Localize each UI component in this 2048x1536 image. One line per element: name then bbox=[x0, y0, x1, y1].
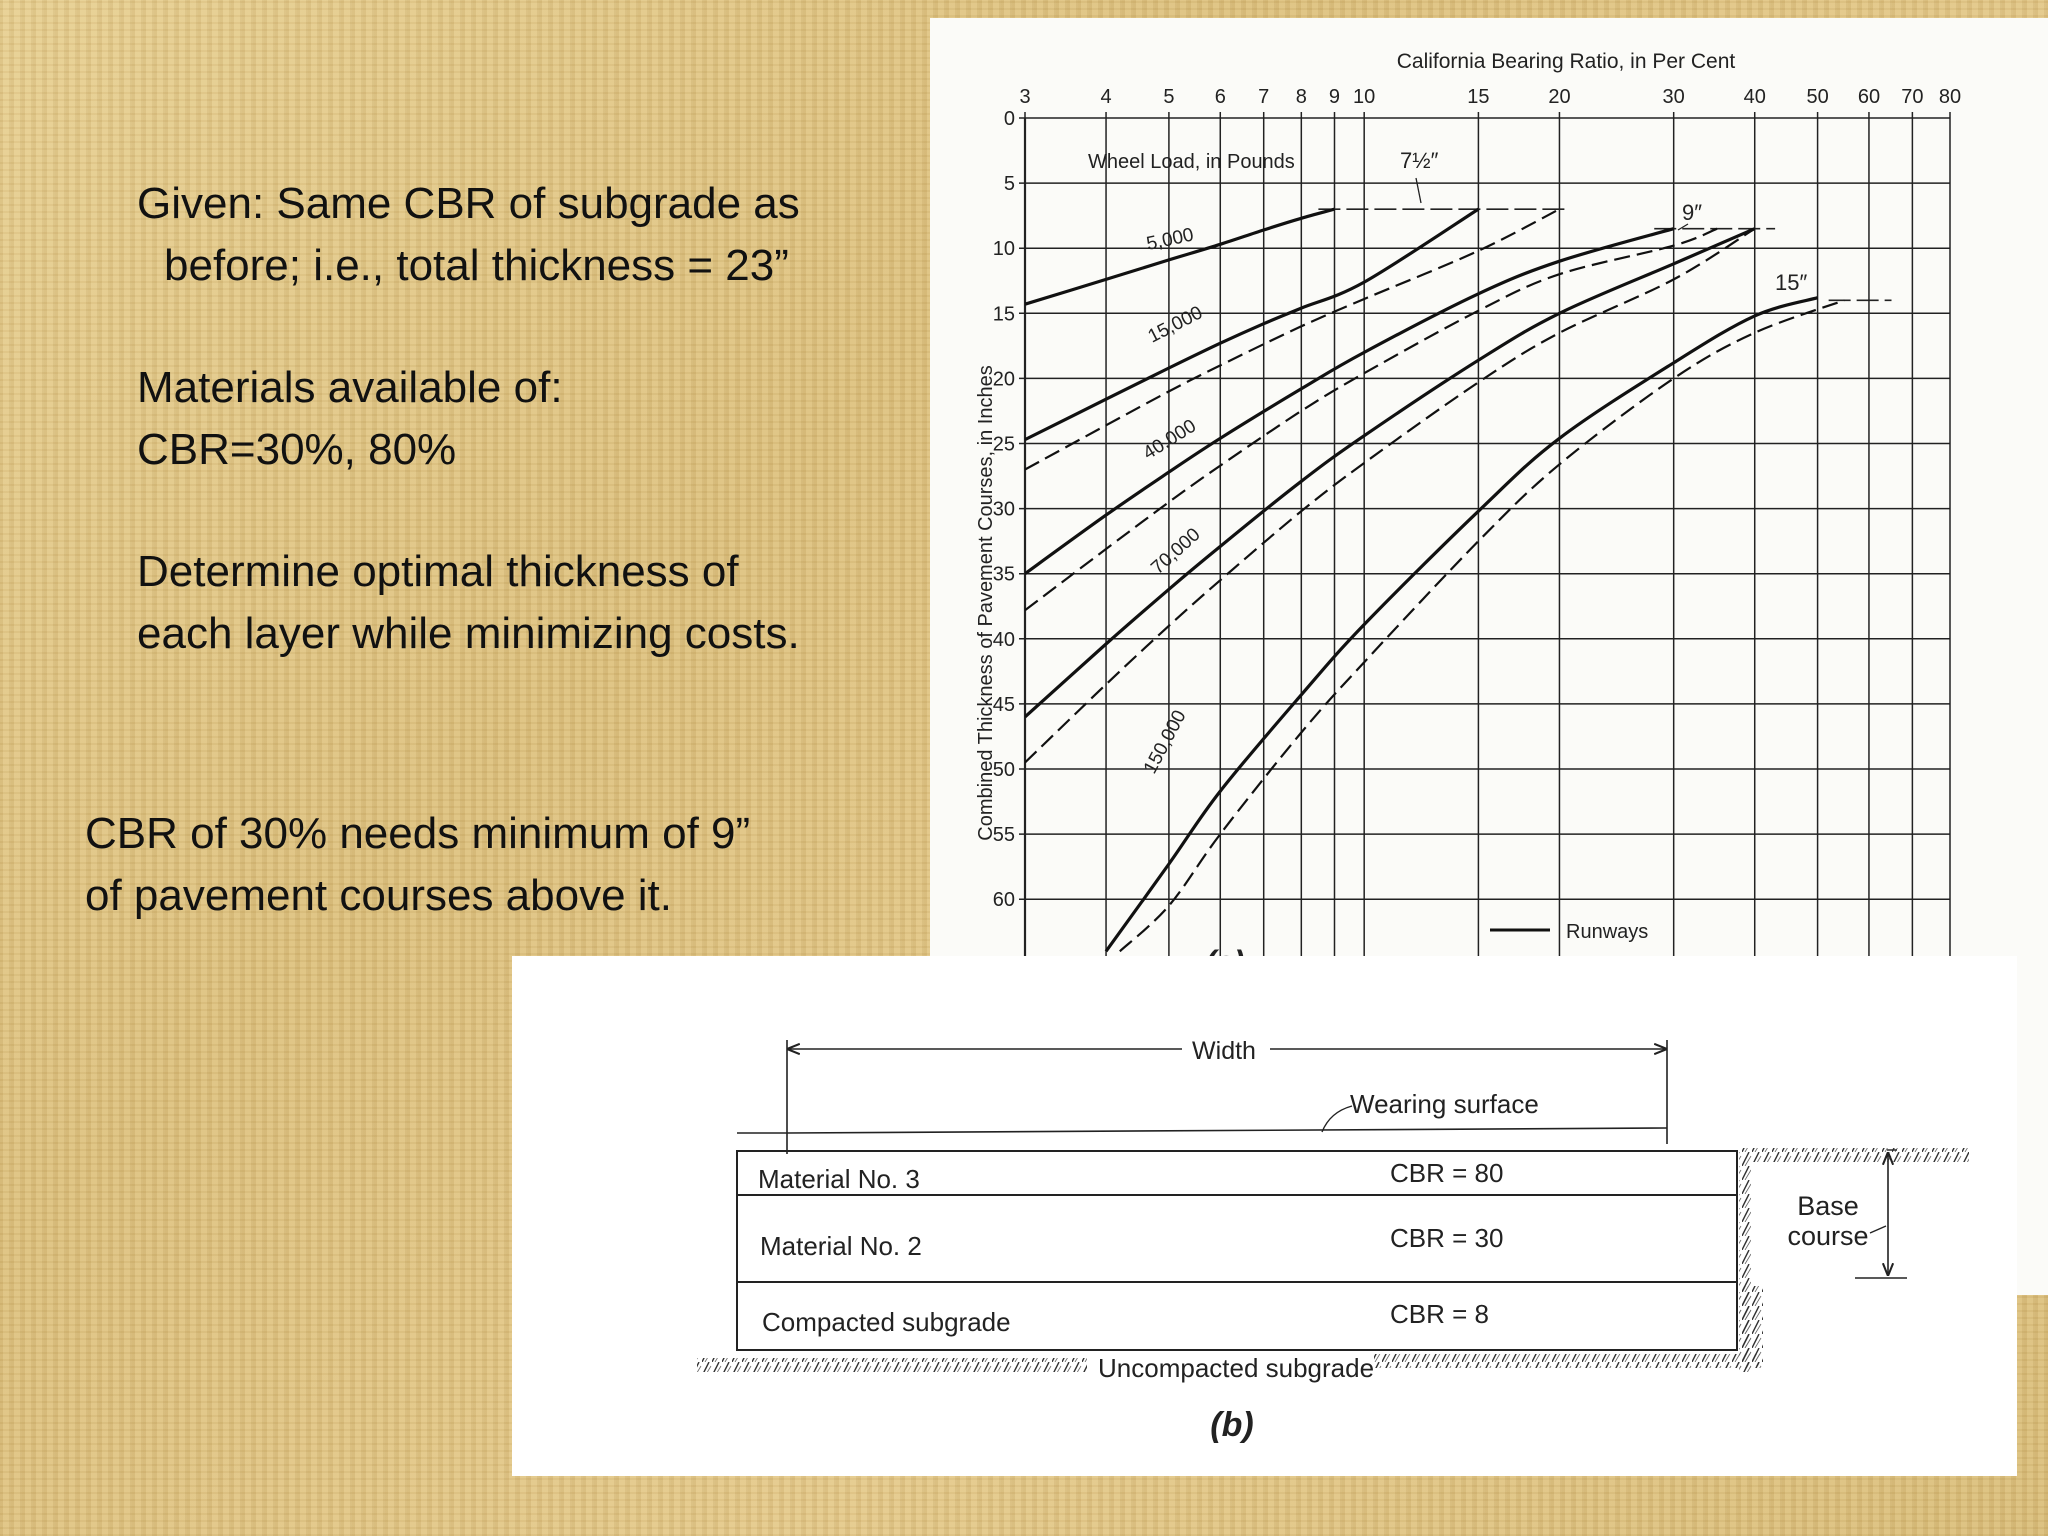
x-tick-label: 60 bbox=[1857, 86, 1881, 108]
x-tick-label: 80 bbox=[1938, 86, 1962, 108]
base-course-leader bbox=[1870, 1226, 1886, 1233]
wearing-surface-top bbox=[787, 1128, 1667, 1133]
x-tick-label: 9 bbox=[1328, 86, 1341, 108]
y-tick-label: 35 bbox=[992, 563, 1015, 586]
pavement-section-panel bbox=[512, 956, 2017, 1476]
layer-compacted-subgrade-cbr: CBR = 8 bbox=[1390, 1299, 1489, 1329]
note-line-1: CBR of 30% needs minimum of 9” bbox=[85, 809, 751, 858]
x-tick-label: 50 bbox=[1806, 86, 1829, 108]
materials-line-1: Materials available of: bbox=[137, 363, 563, 412]
y-tick-label: 45 bbox=[992, 693, 1015, 716]
y-tick-label: 55 bbox=[992, 824, 1015, 847]
curve-70000-solid bbox=[1025, 229, 1755, 717]
load-label-70000: 70,000 bbox=[1147, 524, 1205, 579]
layer-material-2-name: Material No. 2 bbox=[760, 1231, 922, 1261]
given-line-2: before; i.e., total thickness = 23” bbox=[164, 241, 789, 290]
layer-material-3-name: Material No. 3 bbox=[758, 1164, 920, 1194]
curve-40000-solid bbox=[1025, 229, 1674, 574]
wearing-leader bbox=[1322, 1106, 1352, 1132]
width-label: Width bbox=[1192, 1037, 1256, 1065]
panel-b-caption: (b) bbox=[1210, 1406, 1254, 1444]
base-course-label-2: course bbox=[1787, 1221, 1869, 1251]
y-tick-label: 25 bbox=[992, 433, 1015, 456]
x-tick-label: 30 bbox=[1662, 86, 1685, 108]
y-tick-label: 30 bbox=[992, 498, 1015, 521]
min-thickness-label: 9″ bbox=[1682, 200, 1703, 225]
uncompacted-subgrade-label: Uncompacted subgrade bbox=[1098, 1353, 1375, 1383]
materials-line-2: CBR=30%, 80% bbox=[137, 425, 457, 474]
x-tick-label: 6 bbox=[1214, 86, 1226, 108]
y-tick-label: 20 bbox=[992, 368, 1015, 391]
y-tick-label: 40 bbox=[992, 628, 1015, 651]
curve-150000-solid bbox=[1106, 298, 1818, 952]
load-label-150000: 150,000 bbox=[1139, 706, 1191, 778]
wearing-surface-label: Wearing surface bbox=[1350, 1089, 1539, 1119]
load-label-5000: 5,000 bbox=[1144, 224, 1196, 255]
pavement-section-diagram bbox=[512, 956, 2017, 1476]
min-thickness-label: 15″ bbox=[1775, 270, 1808, 295]
curves-group bbox=[1025, 209, 1844, 951]
y-tick-label: 10 bbox=[992, 238, 1015, 261]
determine-line-1: Determine optimal thickness of bbox=[137, 547, 739, 596]
x-tick-label: 10 bbox=[1353, 86, 1376, 108]
y-axis-label: Combined Thickness of Pavement Courses, in Inches bbox=[975, 365, 997, 841]
x-tick-label: 5 bbox=[1163, 86, 1175, 108]
load-label-40000: 40,000 bbox=[1139, 415, 1200, 465]
base-course-label-1: Base bbox=[1797, 1191, 1859, 1221]
x-tick-label: 3 bbox=[1019, 86, 1031, 108]
layer-compacted-subgrade-name: Compacted subgrade bbox=[762, 1307, 1011, 1337]
x-axis-label: California Bearing Ratio, in Per Cent bbox=[1396, 50, 1736, 73]
x-tick-label: 4 bbox=[1100, 86, 1112, 108]
y-tick-label: 50 bbox=[992, 759, 1015, 781]
given-line-1: Given: Same CBR of subgrade as bbox=[137, 179, 800, 228]
series-title-label: Wheel Load, in Pounds bbox=[1088, 151, 1295, 173]
determine-line-2: each layer while minimizing costs. bbox=[137, 609, 800, 658]
layer-material-3-cbr: CBR = 80 bbox=[1390, 1158, 1504, 1188]
x-tick-label: 8 bbox=[1295, 86, 1307, 108]
curve-150000-dashed bbox=[1120, 300, 1845, 951]
ground-hatch-bottom-left bbox=[697, 1358, 1087, 1372]
layer-material-2-cbr: CBR = 30 bbox=[1390, 1223, 1504, 1253]
x-tick-label: 40 bbox=[1743, 86, 1766, 108]
x-tick-label: 7 bbox=[1258, 86, 1270, 108]
y-tick-label: 15 bbox=[992, 303, 1015, 326]
curve-5000-solid bbox=[1025, 209, 1335, 304]
y-tick-label: 0 bbox=[1003, 108, 1015, 130]
legend-runways-label: Runways bbox=[1566, 921, 1649, 943]
note-line-2: of pavement courses above it. bbox=[85, 871, 672, 920]
ground-hatch-bottom-right bbox=[1374, 1354, 1762, 1368]
y-tick-label: 60 bbox=[992, 889, 1015, 912]
ground-hatch-right-top bbox=[1739, 1148, 1969, 1162]
min-thickness-leader bbox=[1416, 178, 1421, 203]
curve-40000-dashed bbox=[1025, 229, 1717, 611]
y-tick-label: 5 bbox=[1003, 173, 1015, 196]
x-tick-label: 70 bbox=[1901, 86, 1924, 108]
min-thickness-label: 7½″ bbox=[1400, 148, 1439, 173]
load-label-15000: 15,000 bbox=[1144, 302, 1207, 348]
x-tick-label: 20 bbox=[1548, 86, 1571, 108]
x-tick-label: 15 bbox=[1467, 86, 1490, 108]
